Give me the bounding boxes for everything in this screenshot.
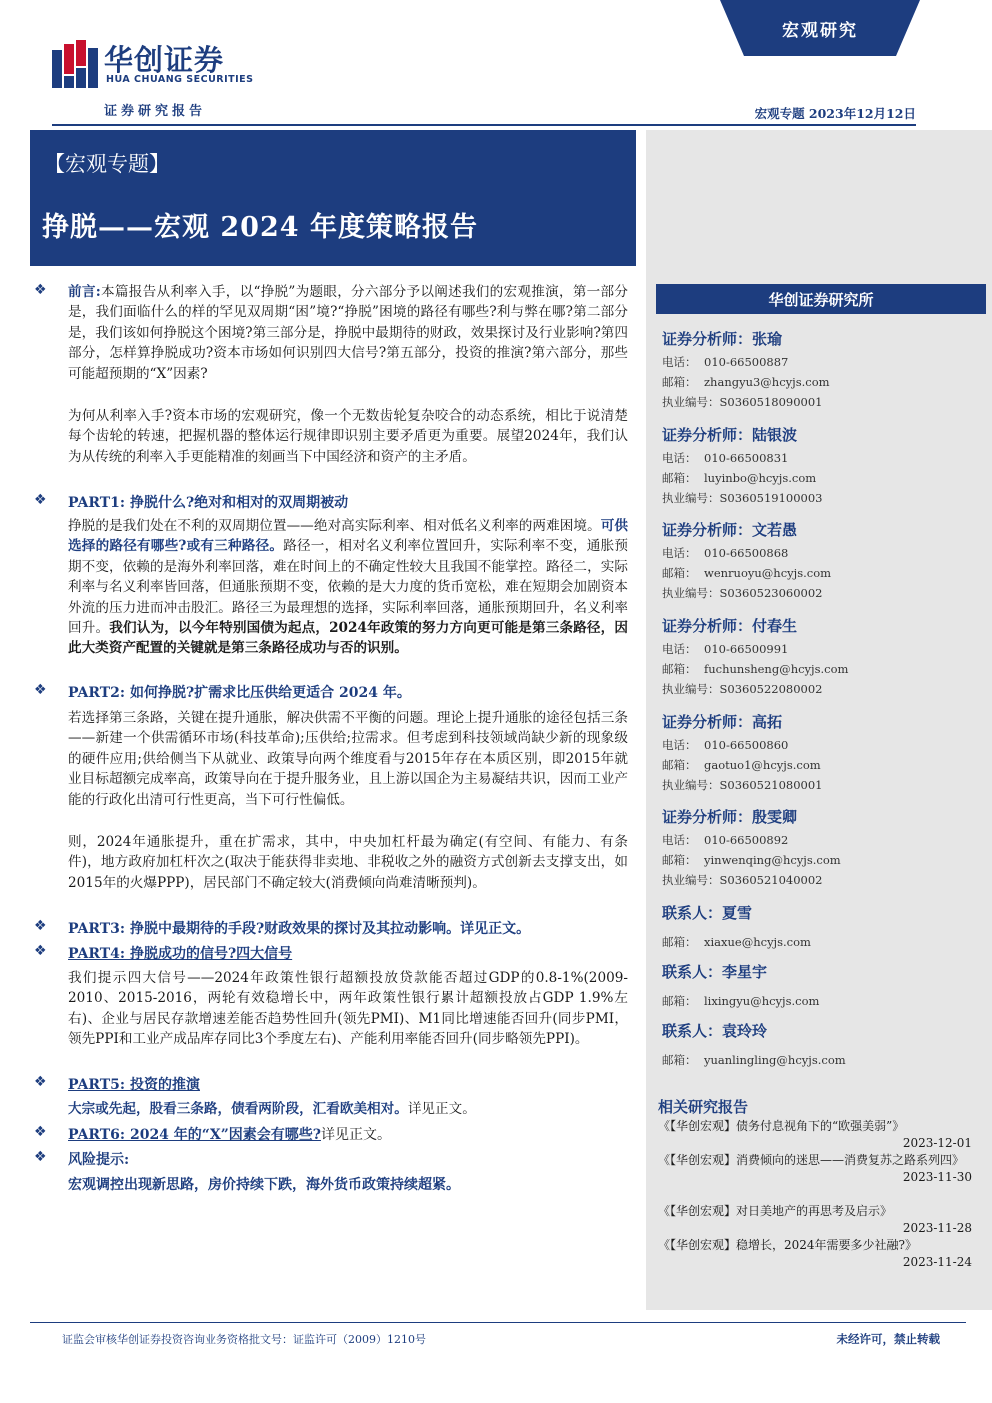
id-label: 执业编号： (662, 778, 720, 792)
id-label: 执业编号： (662, 395, 720, 409)
brand-name-en: HUA CHUANG SECURITIES (106, 74, 254, 85)
part1-text: 挣脱的是我们处在不利的双周期位置——绝对高实际利率、相对低名义利率的两难困境。 (68, 518, 601, 534)
part1-heading: PART1: 挣脱什么?绝对和相对的双周期被动 (68, 495, 349, 511)
analyst-title: 证券分析师：文若愚 (662, 521, 798, 539)
diamond-bullet-icon: ❖ (34, 1149, 47, 1165)
related-report[interactable] (658, 1152, 974, 1186)
intro-label: 前言: (68, 284, 101, 300)
analyst-card (662, 519, 982, 603)
part1-text: 路径一，相对名义利率位置回升，实际利率不变，通胀预期不变，依赖的是海外利率回落，难在时间上的不确定性较大且我国不能掌控。路径二，实际利率与名义利率皆回落，但通胀预期不变，依赖的是大力度的货币宽松，难在短期会加剧资本外流的压力进而冲击股汇。路径三为最理想的选择，实际利率回落，通胀预期回升，名义利率回升。 (68, 538, 628, 637)
contact-title: 联系人：李星宇 (662, 963, 768, 981)
contact-card (662, 961, 982, 1011)
mail-label: 邮箱： (662, 662, 697, 676)
analyst-email[interactable]: fuchunsheng@hcyjs.com (704, 662, 849, 676)
contact-card (662, 1020, 982, 1070)
contact-email[interactable]: lixingyu@hcyjs.com (704, 994, 820, 1008)
footer-divider (30, 1322, 966, 1323)
part5-see-text: 详见正文。 (407, 1101, 476, 1117)
related-reports-heading: 相关研究报告 (658, 1098, 749, 1116)
report-category-tag: 【宏观专题】 (44, 152, 170, 176)
part1-conclusion: 我们认为，以今年特别国债为起点，2024年政策的努力方向更可能是第三条路径，因此大类资产配置的关键就是第三条路径成功与否的识别。 (68, 620, 628, 657)
analyst-license: S0360521080001 (719, 778, 823, 792)
tel-label: 电话： (662, 642, 697, 656)
risk-heading: 风险提示: (68, 1152, 130, 1168)
analyst-license: S0360522080002 (719, 682, 823, 696)
tel-label: 电话： (662, 355, 697, 369)
analyst-tel: 010-66500868 (704, 546, 789, 560)
mail-label: 邮箱： (662, 935, 697, 949)
analyst-tel: 010-66500860 (704, 738, 789, 752)
part4-paragraph: 我们提示四大信号——2024年政策性银行超额投放贷款能否超过GDP的0.8-1%(2009-2010、2015-2016，两轮有效稳增长中，两年政策性银行累计超额投放占GDP 1.9%左右)、企业与居民存款增速差能否趋势性回升(领先PMI)、M1同比增速能否回升(同步PMI，领先PPI和工业产成品库存同比3个季度左右)、产能利用率能否回升(同步略领先PPI)。 (68, 970, 628, 1048)
tel-label: 电话： (662, 546, 697, 560)
mail-label: 邮箱： (662, 566, 697, 580)
analyst-email[interactable]: yinwenqing@hcyjs.com (704, 853, 841, 867)
mail-label: 邮箱： (662, 471, 697, 485)
related-report-date: 2023-11-28 (902, 1221, 972, 1235)
risk-text: 宏观调控出现新思路，房价持续下跌，海外货币政策持续超紧。 (68, 1177, 460, 1193)
part5-summary: 大宗或先起，股看三条路，债看两阶段，汇看欧美相对。 (68, 1101, 408, 1117)
part1-highlight: 可供选择的路径有哪些?或有三种路径。 (68, 518, 629, 555)
brand-name-cn: 华创证券 (104, 43, 225, 77)
diamond-bullet-icon: ❖ (34, 943, 47, 959)
id-label: 执业编号： (662, 586, 720, 600)
part1-paragraph (68, 516, 628, 659)
analyst-tel: 010-66500831 (704, 451, 789, 465)
tel-label: 电话： (662, 833, 697, 847)
diamond-bullet-icon: ❖ (34, 492, 47, 508)
contact-title: 联系人：夏雪 (662, 904, 753, 922)
tel-label: 电话： (662, 738, 697, 752)
contact-card (662, 902, 982, 952)
intro-text: 本篇报告从利率入手，以“挣脱”为题眼，分六部分予以阐述我们的宏观推演，第一部分是，我们面临什么的样的罕见双周期“困”境?“挣脱”困境的路径有哪些?利与弊在哪?第二部分是，我们该如何挣脱这个困境?第三部分是，挣脱中最期待的财政，效果探讨及行业影响?第四部分，怎样算挣脱成功?资本市场如何识别四大信号?第五部分，投资的推演?第六部分，那些可能超预期的“X”因素? (68, 284, 628, 382)
id-label: 执业编号： (662, 682, 720, 696)
part6-heading (68, 1124, 634, 1144)
related-report-title: 《【华创宏观】债务付息视角下的“欧强美弱”》 (658, 1119, 905, 1133)
tel-label: 电话： (662, 451, 697, 465)
page-title: 挣脱——宏观 2024 年度策略报告 (42, 212, 478, 243)
contact-email[interactable]: xiaxue@hcyjs.com (704, 935, 811, 949)
contact-title: 联系人：袁玲玲 (662, 1022, 768, 1040)
related-report[interactable] (658, 1118, 974, 1152)
part2-paragraph: 若选择第三条路，关键在提升通胀，解决供需不平衡的问题。理论上提升通胀的途径包括三条——新建一个供需循环市场(科技革命);压供给;拉需求。但考虑到科技领域尚缺少新的现象级的硬件应用;供给侧当下从就业、政策导向两个维度看与2015年存在本质区别，即2015年就业目标超额完成率高，政策导向在于提升服务业，且上游以国企为主易凝结共识，因而工业产能的行政化出清可行性更高，当下可行性偏低。 (68, 710, 628, 808)
footer-license: 证监会审核华创证券投资咨询业务资格批文号：证监许可（2009）1210号 (62, 1333, 426, 1346)
related-report-title: 《【华创宏观】稳增长，2024年需要多少社融?》 (658, 1238, 917, 1252)
intro-paragraph (68, 282, 628, 384)
diamond-bullet-icon: ❖ (34, 918, 47, 934)
analyst-email[interactable]: wenruoyu@hcyjs.com (704, 566, 832, 580)
analyst-email[interactable]: luyinbo@hcyjs.com (704, 471, 817, 485)
institute-name: 华创证券研究所 (768, 291, 874, 309)
intro-paragraph-2: 为何从利率入手?资本市场的宏观研究，像一个无数齿轮复杂咬合的动态系统，相比于说清楚每个齿轮的转速，把握机器的整体运行规律即识别主要矛盾更为重要。展望2024年，我们认为从传统的利率入手更能精准的刻画当下中国经济和资产的主矛盾。 (68, 408, 628, 465)
report-type-label: 证券研究报告 (104, 104, 207, 119)
diamond-bullet-icon: ❖ (34, 1074, 47, 1090)
related-report-title: 《【华创宏观】消费倾向的迷思——消费复苏之路系列四》 (658, 1153, 965, 1167)
analyst-card (662, 424, 982, 508)
contact-email[interactable]: yuanlingling@hcyjs.com (704, 1053, 846, 1067)
related-report-title: 《【华创宏观】对日美地产的再思考及启示》 (658, 1204, 893, 1218)
related-report[interactable] (658, 1237, 974, 1271)
mail-label: 邮箱： (662, 994, 697, 1008)
corner-tag-label: 宏观研究 (782, 21, 858, 41)
diamond-bullet-icon: ❖ (34, 1124, 47, 1140)
analyst-email[interactable]: zhangyu3@hcyjs.com (704, 375, 830, 389)
part3-heading: PART3: 挣脱中最期待的手段?财政效果的探讨及其拉动影响。详见正文。 (68, 921, 531, 937)
part4-heading[interactable]: PART4: 挣脱成功的信号?四大信号 (68, 946, 293, 962)
id-label: 执业编号： (662, 873, 720, 887)
related-report[interactable] (658, 1203, 974, 1237)
analyst-tel: 010-66500991 (704, 642, 789, 656)
analyst-title: 证券分析师：陆银波 (662, 426, 798, 444)
analyst-title: 证券分析师：付春生 (662, 617, 798, 635)
analyst-title: 证券分析师：高拓 (662, 713, 783, 731)
analyst-tel: 010-66500887 (704, 355, 789, 369)
related-report-date: 2023-11-30 (902, 1170, 972, 1184)
mail-label: 邮箱： (662, 758, 697, 772)
analyst-email[interactable]: gaotuo1@hcyjs.com (704, 758, 821, 772)
header-divider (52, 124, 916, 126)
analyst-card (662, 328, 982, 412)
analyst-license: S0360519100003 (719, 491, 823, 505)
id-label: 执业编号： (662, 491, 720, 505)
analyst-license: S0360523060002 (719, 586, 823, 600)
report-date: 宏观专题 2023年12月12日 (754, 106, 916, 121)
analyst-tel: 010-66500892 (704, 833, 789, 847)
analyst-license: S0360518090001 (719, 395, 823, 409)
part2-heading: PART2: 如何挣脱?扩需求比压供给更适合 2024 年。 (68, 685, 411, 701)
mail-label: 邮箱： (662, 1053, 697, 1067)
diamond-bullet-icon: ❖ (34, 282, 47, 298)
related-report-date: 2023-11-24 (902, 1255, 972, 1269)
diamond-bullet-icon: ❖ (34, 682, 47, 698)
mail-label: 邮箱： (662, 375, 697, 389)
analyst-title: 证券分析师：张瑜 (662, 330, 783, 348)
analyst-license: S0360521040002 (719, 873, 823, 887)
analyst-title: 证券分析师：殷雯卿 (662, 808, 798, 826)
part2-paragraph-2: 则，2024年通胀提升，重在扩需求，其中，中央加杠杆最为确定(有空间、有能力、有条件)，地方政府加杠杆次之(取决于能获得非卖地、非税收之外的融资方式创新去支撑支出，如2015年的火爆PPP)，居民部门不确定较大(消费倾向尚难清晰预判)。 (68, 834, 628, 891)
footer-copyright: 未经许可，禁止转载 (836, 1332, 940, 1346)
related-report-date: 2023-12-01 (902, 1136, 972, 1150)
analyst-card (662, 711, 982, 795)
analyst-card (662, 615, 982, 699)
part6-see-text: 详见正文。 (320, 1127, 391, 1143)
part5-paragraph (68, 1099, 628, 1119)
analyst-card (662, 806, 982, 890)
part6-link[interactable]: PART6: 2024 年的“X”因素会有哪些? (68, 1127, 321, 1143)
part5-heading[interactable]: PART5: 投资的推演 (68, 1077, 200, 1093)
company-logo-icon (52, 40, 98, 88)
mail-label: 邮箱： (662, 853, 697, 867)
